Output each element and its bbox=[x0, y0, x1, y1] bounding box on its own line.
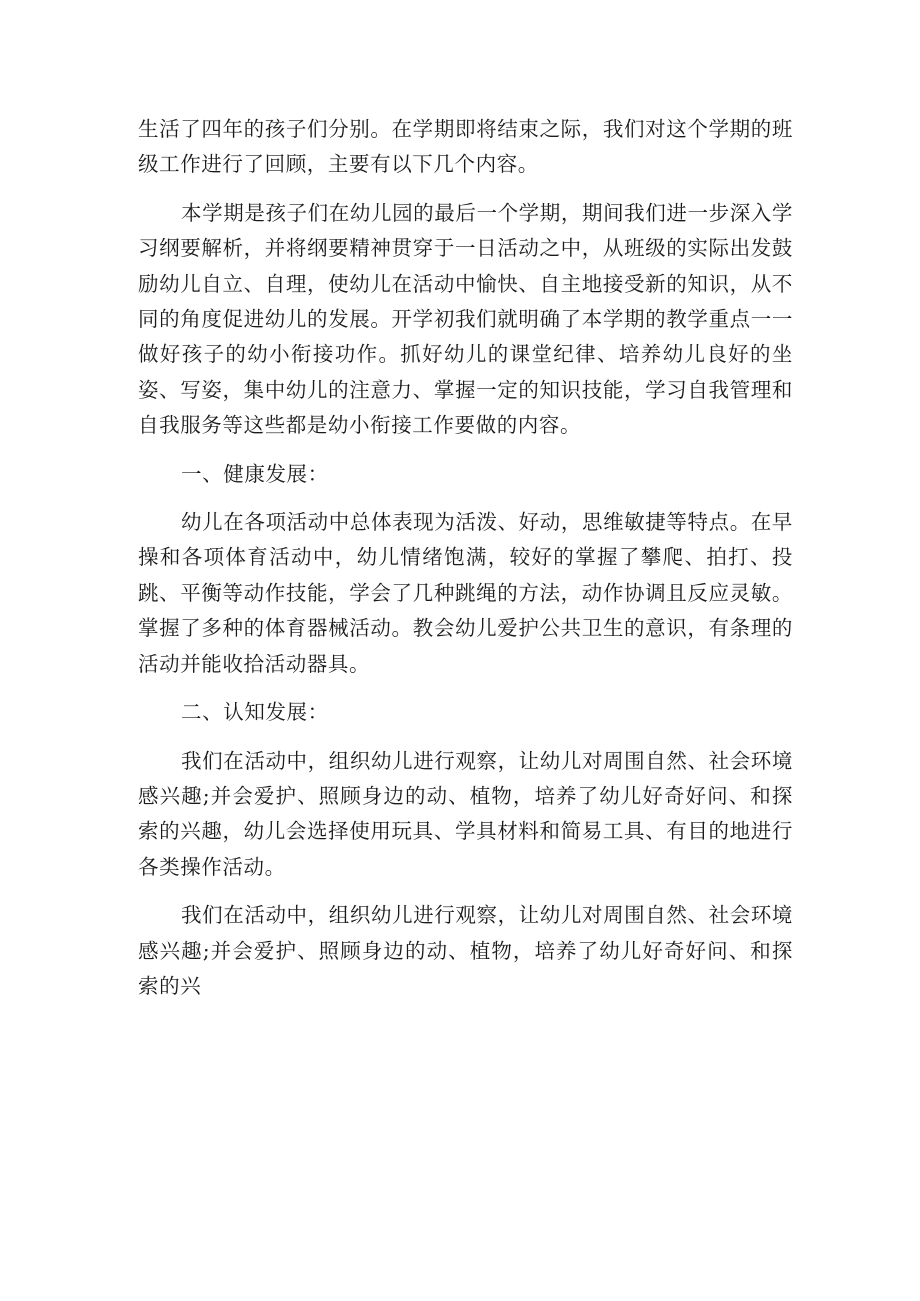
document-body bbox=[138, 112, 793, 1017]
paragraph-semester-overview: 本学期是孩子们在幼儿园的最后一个学期，期间我们进一步深入学习纲要解析，并将纲要精神贯穿于一日活动之中，从班级的实际出发鼓励幼儿自立、自理，使幼儿在活动中愉快、自主地接受新的知识，从不同的角度促进幼儿的发展。开学初我们就明确了本学期的教学重点一一做好孩子的幼小衔接功作。抓好幼儿的课堂纪律、培养幼儿良好的坐姿、写姿，集中幼儿的注意力、掌握一定的知识技能，学习自我管理和自我服务等这些都是幼小衔接工作要做的内容。 bbox=[138, 200, 793, 438]
paragraph-cognition: 我们在活动中，组织幼儿进行观察，让幼儿对周围自然、社会环境感兴趣;并会爱护、照顾身边的动、植物，培养了幼儿好奇好问、和探索的兴趣，幼儿会选择使用玩具、学具材料和简易工具、有目的地进行各类操作活动。 bbox=[138, 748, 793, 879]
section-heading-health: 一、健康发展： bbox=[181, 461, 329, 486]
paragraph-health: 幼儿在各项活动中总体表现为活泼、好动，思维敏捷等特点。在早操和各项体育活动中，幼儿情绪饱满，较好的掌握了攀爬、拍打、投跳、平衡等动作技能，学会了几种跳绳的方法，动作协调且反应灵敏。掌握了多种的体育器械活动。教会幼儿爱护公共卫生的意识，有条理的活动并能收拾活动器具。 bbox=[138, 510, 793, 676]
paragraph-continuation: 生活了四年的孩子们分别。在学期即将结束之际，我们对这个学期的班级工作进行了回顾，主要有以下几个内容。 bbox=[138, 117, 793, 177]
section-heading-cognition: 二、认知发展： bbox=[181, 700, 329, 725]
paragraph-cognition-repeat: 我们在活动中，组织幼儿进行观察，让幼儿对周围自然、社会环境感兴趣;并会爱护、照顾身边的动、植物，培养了幼儿好奇好问、和探索的兴 bbox=[138, 903, 793, 998]
